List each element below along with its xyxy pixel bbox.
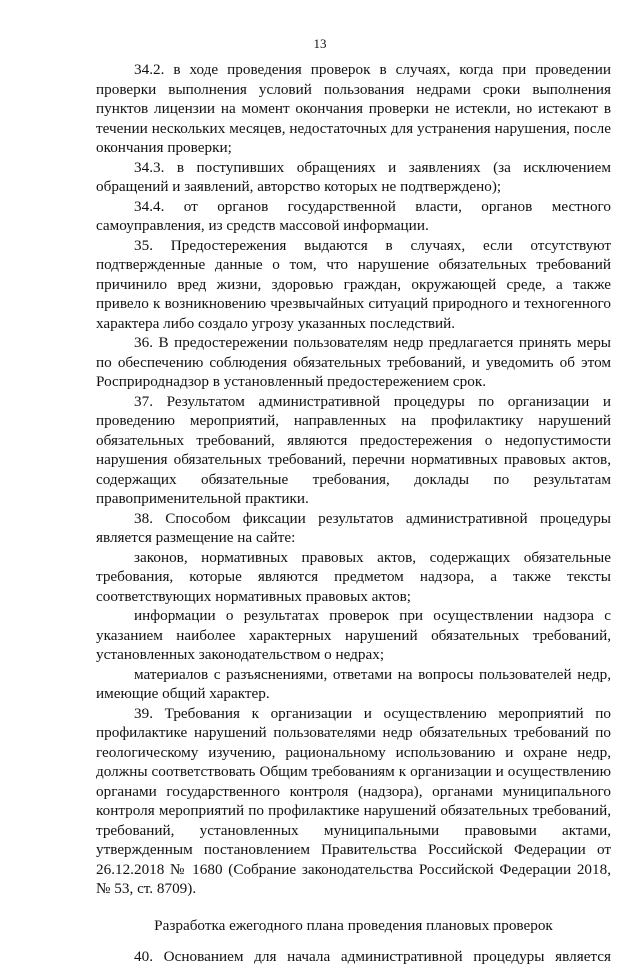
paragraph-38: 38. Способом фиксации результатов административной процедуры является размещение на сайте:: [96, 509, 611, 546]
paragraph-35: 35. Предостережения выдаются в случаях, если отсутствуют подтвержденные данные о том, что нарушение обязательных требований причинило вред жизни, здоровью граждан, окружающей среде, а также привело к возникновению чрезвычайных ситуаций природного и техногенного характера либо создало угрозу указанных последствий.: [96, 236, 611, 332]
paragraph-40: 40. Основанием для начала административной процедуры является: [134, 948, 611, 965]
page-number: 13: [313, 36, 327, 51]
document-body: [96, 60, 611, 967]
paragraph-37: 37. Результатом административной процедуры по организации и проведению мероприятий, направленных на профилактику нарушений обязательных требований, являются предостережения о недопустимости нарушения обязательных требований, перечни нормативных правовых актов, содержащих обязательные требования, доклады по результатам правоприменительной практики.: [96, 392, 611, 507]
paragraph-39: 39. Требования к организации и осуществлению мероприятий по профилактике нарушений пользователями недр обязательных требований по геологическому изучению, рациональному использованию и охране недр, должны соответствовать Общим требованиям к организации и осуществлению органами государственного контроля (надзора), органами муниципального контроля мероприятий по профилактике нарушений обязательных требований, требований, установленных муниципальными правовыми актами, утвержденным постановлением Правительства Российской Федерации от 26.12.2018 № 1680 (Собрание законодательства Российской Федерации 2018, № 53, ст. 8709).: [96, 704, 611, 897]
paragraph-38-item-laws: законов, нормативных правовых актов, содержащих обязательные требования, которые являются предметом надзора, а также тексты соответствующих нормативных правовых актов;: [96, 548, 611, 605]
section-heading: Разработка ежегодного плана проведения плановых проверок: [154, 916, 553, 934]
paragraph-38-item-inspections: информации о результатах проверок при осуществлении надзора с указанием наиболее характерных нарушений обязательных требований, установленных законодательством о недрах;: [96, 607, 611, 663]
paragraph-34-2: 34.2. в ходе проведения проверок в случаях, когда при проведении проверки выполнения условий пользования недрами сроки выполнения пунктов лицензии на момент окончания проверки не истекли, но истекают в течении нескольких месяцев, недостаточных для устранения нарушения, после окончания проверки;: [96, 61, 611, 156]
paragraph-38-item-materials: материалов с разъяснениями, ответами на вопросы пользователей недр, имеющие общий характер.: [96, 665, 611, 702]
paragraph-34-3: 34.3. в поступивших обращениях и заявлениях (за исключением обращений и заявлений, авторство которых не подтверждено);: [96, 158, 611, 195]
paragraph-34-4: 34.4. от органов государственной власти, органов местного самоуправления, из средств массовой информации.: [96, 197, 611, 234]
paragraph-36: 36. В предостережении пользователям недр предлагается принять меры по обеспечению соблюдения обязательных требований, и уведомить об этом Росприроднадзор в установленный предостережением срок.: [96, 334, 611, 390]
